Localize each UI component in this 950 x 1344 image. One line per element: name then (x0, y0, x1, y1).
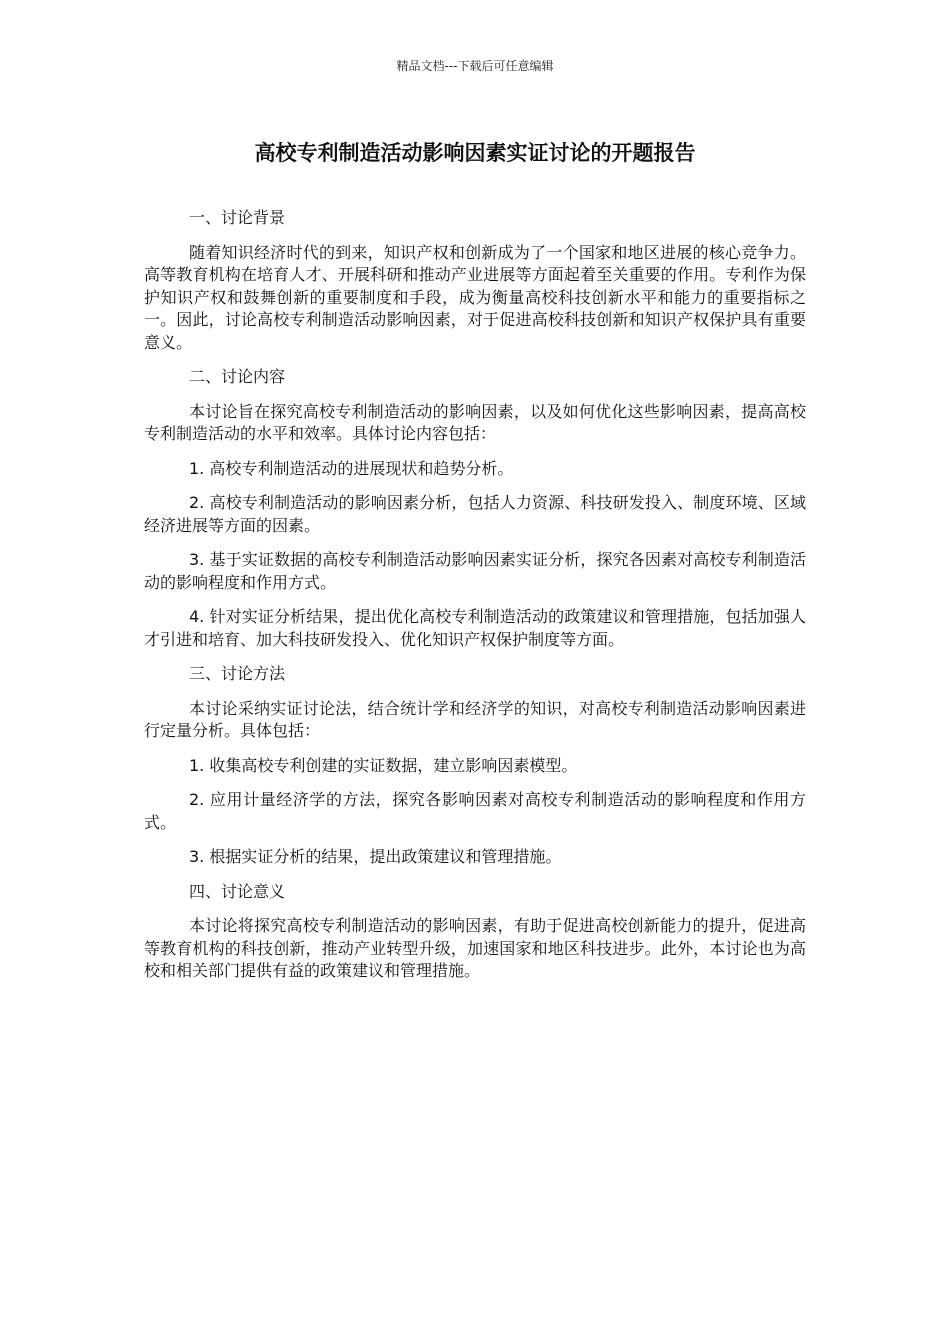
list-item: 2. 应用计量经济学的方法，探究各影响因素对高校专利制造活动的影响程度和作用方式。 (144, 790, 806, 832)
document-body (144, 207, 806, 995)
paragraph: 本讨论旨在探究高校专利制造活动的影响因素，以及如何优化这些影响因素，提高高校专利制造活动的水平和效率。具体讨论内容包括： (144, 401, 806, 443)
list-item: 1. 收集高校专利创建的实证数据，建立影响因素模型。 (189, 755, 578, 775)
list-item: 1. 高校专利制造活动的进展现状和趋势分析。 (189, 458, 514, 478)
list-item: 3. 根据实证分析的结果，提出政策建议和管理措施。 (189, 847, 562, 866)
paragraph: 随着知识经济时代的到来，知识产权和创新成为了一个国家和地区进展的核心竞争力。高等教育机构在培育人才、开展科研和推动产业进展等方面起着至关重要的作用。专利作为保护知识产权和鼓舞创新的重要制度和手段，成为衡量高校科技创新水平和能力的重要指标之一。因此，讨论高校专利制造活动影响因素，对于促进高校科技创新和知识产权保护具有重要意义。 (144, 242, 806, 352)
document-title: 高校专利制造活动影响因素实证讨论的开题报告 (254, 141, 696, 165)
list-item: 3. 基于实证数据的高校专利制造活动影响因素实证分析，探究各因素对高校专利制造活动的影响程度和作用方式。 (144, 550, 806, 592)
section-heading-background: 一、讨论背景 (189, 208, 286, 227)
list-item: 2. 高校专利制造活动的影响因素分析，包括人力资源、科技研发投入、制度环境、区域经济进展等方面的因素。 (144, 493, 806, 535)
section-heading-method: 三、讨论方法 (189, 664, 286, 683)
section-heading-content: 二、讨论内容 (189, 367, 286, 386)
paragraph: 本讨论将探究高校专利制造活动的影响因素，有助于促进高校创新能力的提升，促进高等教育机构的科技创新，推动产业转型升级，加速国家和地区科技进步。此外，本讨论也为高校和相关部门提供有益的政策建议和管理措施。 (144, 916, 806, 980)
section-heading-significance: 四、讨论意义 (189, 881, 286, 901)
list-item: 4. 针对实证分析结果，提出优化高校专利制造活动的政策建议和管理措施，包括加强人才引进和培育、加大科技研发投入、优化知识产权保护制度等方面。 (144, 607, 806, 649)
header-note: 精品文档---下载后可任意编辑 (396, 59, 554, 73)
paragraph: 本讨论采纳实证讨论法，结合统计学和经济学的知识，对高校专利制造活动影响因素进行定量分析。具体包括： (144, 698, 806, 740)
